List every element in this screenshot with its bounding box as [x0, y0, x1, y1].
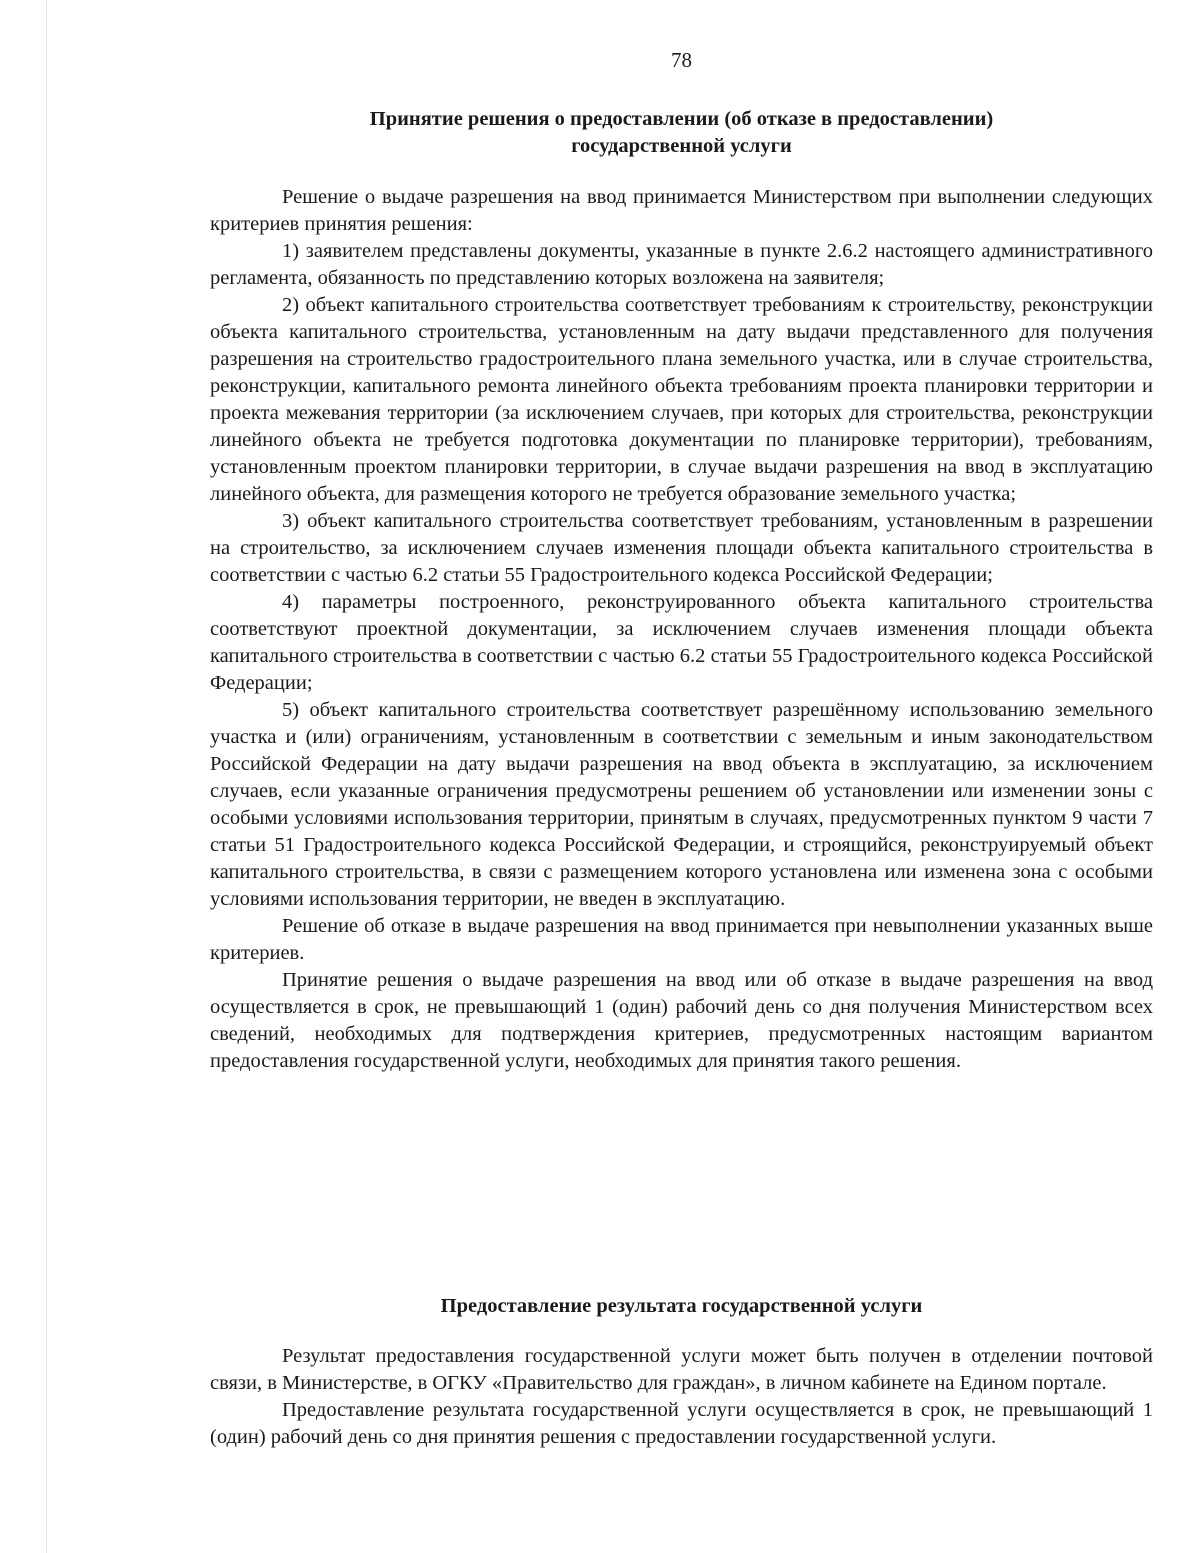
- heading-line-1: Принятие решения о предоставлении (об отказе в предоставлении): [369, 108, 994, 130]
- paragraph-criterion-4: 4) параметры построенного, реконструированного объекта капитального строительства соответствуют проектной документации, за исключением случаев изменения площади объекта капитального строительства в соответствии с частью 6.2 статьи 55 Градостроительного кодекса Российской Федерации;: [210, 591, 1153, 694]
- paragraph-criterion-1: 1) заявителем представлены документы, указанные в пункте 2.6.2 настоящего административного регламента, обязанность по представлению которых возложена на заявителя;: [210, 240, 1153, 289]
- paragraph-criterion-3: 3) объект капитального строительства соответствует требованиям, установленным в разрешении на строительство, за исключением случаев изменения площади объекта капитального строительства в соответствии с частью 6.2 статьи 55 Градостроительного кодекса Российской Федерации;: [210, 510, 1153, 586]
- section-body-result: [210, 1343, 1153, 1451]
- section-body-decision: [210, 184, 1153, 1075]
- paragraph-refusal: Решение об отказе в выдаче разрешения на ввод принимается при невыполнении указанных выше критериев.: [210, 915, 1153, 964]
- page-number: 78: [671, 48, 692, 72]
- heading-line-2: государственной услуги: [571, 135, 792, 157]
- section-heading-result: Предоставление результата государственной услуги: [440, 1295, 923, 1317]
- paragraph-criterion-5: 5) объект капитального строительства соответствует разрешённому использованию земельного участка и (или) ограничениям, установленным в соответствии с земельным и иным законодательством Российской Федерации на дату выдачи разрешения на ввод объекта в эксплуатацию, за исключением случаев, если указанные ограничения предусмотрены решением об установлении или изменении зоны с особыми условиями использования территории, принятым в случаях, предусмотренных пунктом 9 части 7 статьи 51 Градостроительного кодекса Российской Федерации, и строящийся, реконструируемый объект капитального строительства, в связи с размещением которого установлена или изменена зона с особыми условиями использования территории, не введен в эксплуатацию.: [210, 699, 1153, 910]
- paragraph-intro: Решение о выдаче разрешения на ввод принимается Министерством при выполнении следующих критериев принятия решения:: [210, 186, 1153, 235]
- scan-edge-line: [46, 0, 47, 1553]
- paragraph-deadline: Принятие решения о выдаче разрешения на ввод или об отказе в выдаче разрешения на ввод осуществляется в срок, не превышающий 1 (один) рабочий день со дня получения Министерством всех сведений, необходимых для подтверждения критериев, предусмотренных настоящим вариантом предоставления государственной услуги, необходимых для принятия такого решения.: [210, 969, 1153, 1072]
- section-heading-decision: [210, 106, 1153, 160]
- paragraph-criterion-2: 2) объект капитального строительства соответствует требованиям к строительству, реконструкции объекта капитального строительства, установленным на дату выдачи представленного для получения разрешения на строительство градостроительного плана земельного участка, или в случае строительства, реконструкции, капитального ремонта линейного объекта требованиям проекта планировки территории и проекта межевания территории (за исключением случаев, при которых для строительства, реконструкции линейного объекта не требуется подготовка документации по планировке территории), требованиям, установленным проектом планировки территории, в случае выдачи разрешения на ввод в эксплуатацию линейного объекта, для размещения которого не требуется образование земельного участка;: [210, 294, 1153, 505]
- paragraph-result-deadline: Предоставление результата государственной услуги осуществляется в срок, не превышающий 1 (один) рабочий день со дня принятия решения с предоставлении государственной услуги.: [210, 1399, 1153, 1448]
- paragraph-result-channels: Результат предоставления государственной услуги может быть получен в отделении почтовой связи, в Министерстве, в ОГКУ «Правительство для граждан», в личном кабинете на Едином портале.: [210, 1345, 1153, 1394]
